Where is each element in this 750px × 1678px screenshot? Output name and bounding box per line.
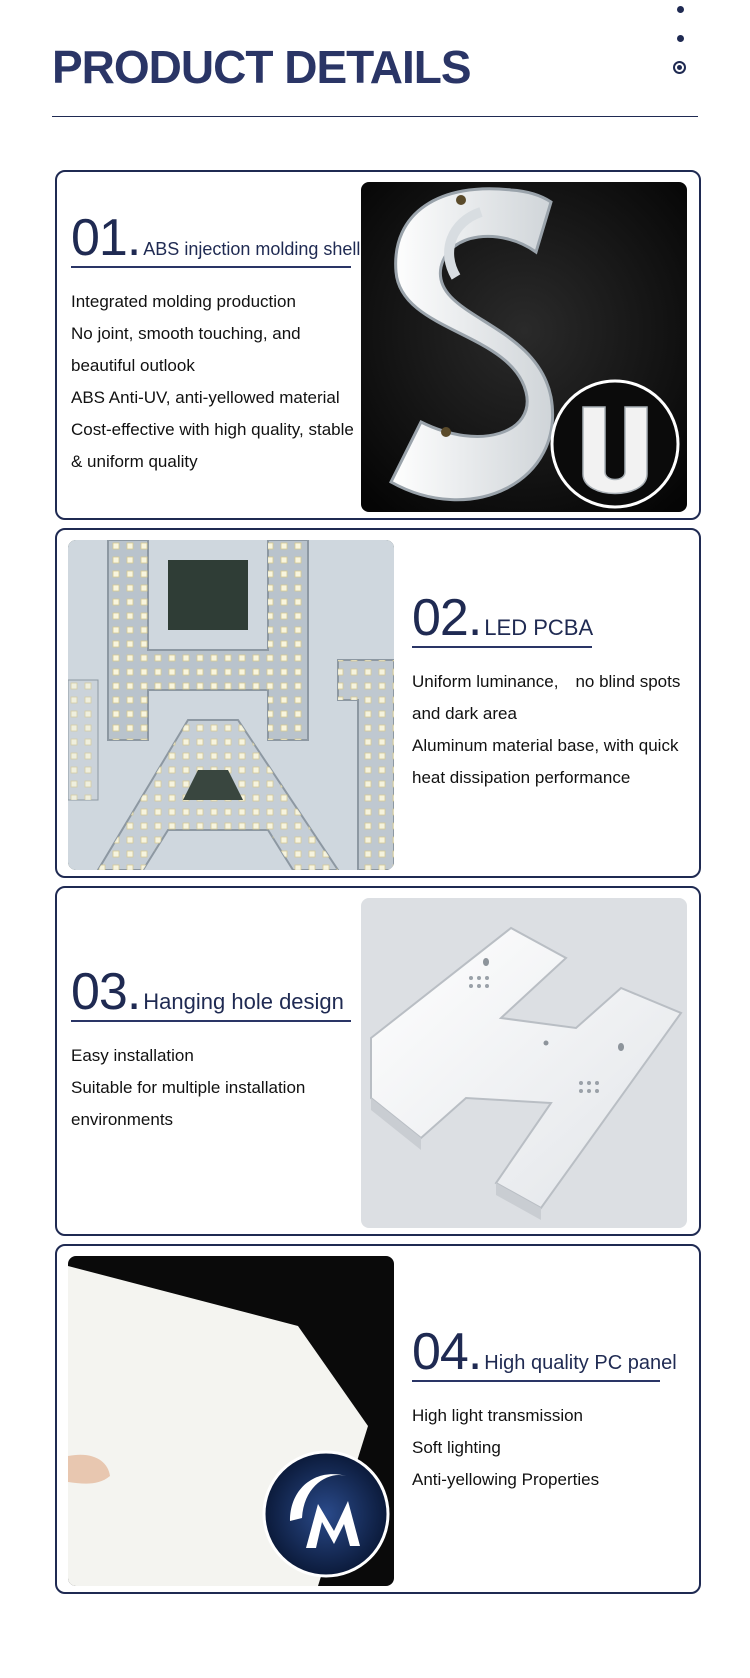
page-dot-2[interactable] (677, 35, 684, 42)
feature-line: Anti-yellowing Properties (412, 1470, 600, 1489)
product-photo-pc-panel (68, 1256, 394, 1586)
page-dot-3-active[interactable] (673, 61, 686, 74)
feature-text-4 (412, 1323, 702, 1496)
page-title: PRODUCT DETAILS (52, 41, 471, 93)
feature-heading-1 (71, 209, 361, 268)
feature-subtitle-3: Hanging hole design (143, 989, 344, 1014)
feature-text-3 (71, 963, 351, 1136)
feature-description-1 (71, 286, 354, 478)
feature-line: No joint, smooth touching, and (71, 324, 301, 343)
feature-subtitle-1: ABS injection molding shell (143, 239, 361, 259)
feature-card-4 (55, 1244, 701, 1594)
feature-line: Easy installation (71, 1046, 194, 1065)
feature-subtitle-4: High quality PC panel (484, 1352, 677, 1374)
product-photo-abs-shell (361, 182, 687, 512)
feature-line: environments (71, 1110, 174, 1129)
feature-text-2 (412, 589, 692, 794)
title-divider (52, 116, 698, 117)
page-indicator[interactable] (670, 0, 694, 90)
feature-dot-1: . (126, 209, 142, 267)
feature-number-1: 01 (71, 209, 127, 267)
feature-line: Uniform luminance, no blind spots (412, 672, 681, 691)
feature-heading-4 (412, 1323, 677, 1382)
feature-line: & uniform quality (71, 452, 198, 471)
product-photo-led-pcba (68, 540, 394, 870)
feature-card-2 (55, 528, 701, 878)
product-photo-hanging-hole (361, 898, 687, 1228)
feature-heading-3 (71, 963, 351, 1022)
feature-line: heat dissipation performance (412, 768, 631, 787)
feature-description-3 (71, 1040, 351, 1136)
feature-line: Suitable for multiple installation (71, 1078, 306, 1097)
feature-line: Aluminum material base, with quick (412, 736, 679, 755)
page-dot-1[interactable] (677, 6, 684, 13)
feature-line: and dark area (412, 704, 517, 723)
feature-description-2 (412, 666, 692, 794)
feature-number-3: 03 (71, 963, 127, 1021)
feature-dot-3: . (126, 963, 142, 1021)
feature-description-4 (412, 1400, 702, 1496)
feature-card-1 (55, 170, 701, 520)
feature-line: Integrated molding production (71, 292, 296, 311)
feature-number-2: 02 (412, 589, 468, 647)
feature-line: ABS Anti-UV, anti-yellowed material (71, 388, 340, 407)
feature-number-4: 04 (412, 1323, 468, 1381)
feature-dot-2: . (467, 589, 483, 647)
feature-text-1 (71, 209, 361, 478)
feature-card-3 (55, 886, 701, 1236)
feature-line: Cost-effective with high quality, stable (71, 420, 354, 439)
feature-subtitle-2: LED PCBA (484, 615, 594, 640)
feature-heading-2 (412, 589, 594, 648)
feature-line: High light transmission (412, 1406, 584, 1425)
feature-line: Soft lighting (412, 1438, 501, 1457)
feature-line: beautiful outlook (71, 356, 195, 375)
feature-dot-4: . (467, 1323, 483, 1381)
